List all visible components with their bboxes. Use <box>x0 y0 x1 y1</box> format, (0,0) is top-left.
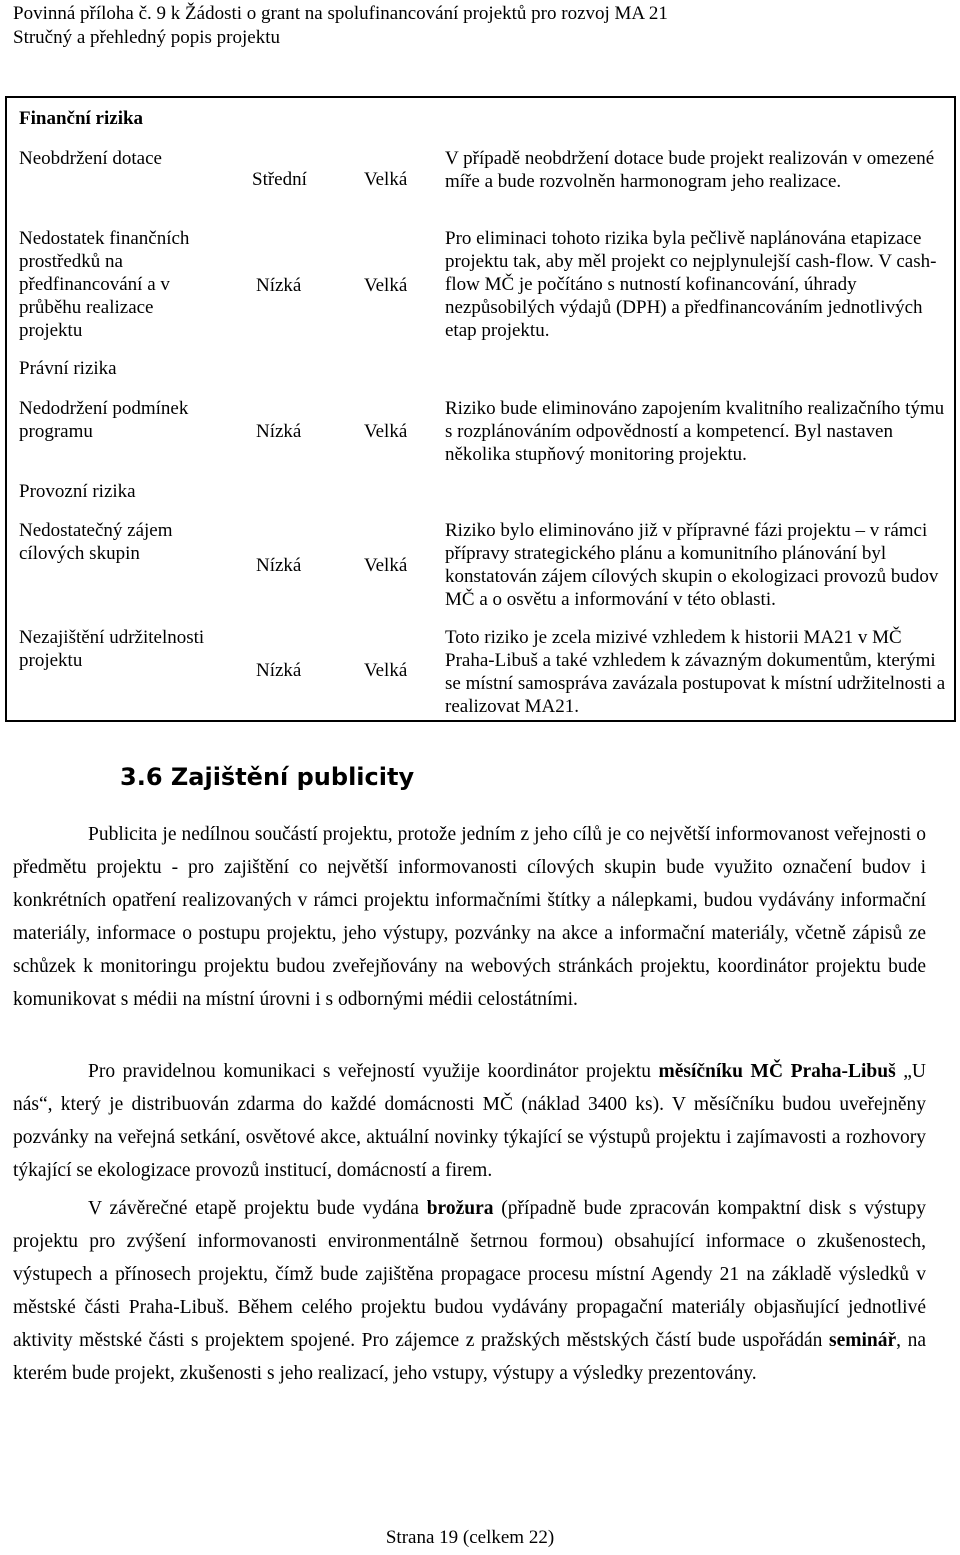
paragraph-newsletter <box>13 1055 926 1187</box>
newsletter-name: měsíčníku MČ Praha-Libuš <box>658 1061 896 1082</box>
risk-name: Nedodržení podmínek programu <box>19 398 189 442</box>
risk-measure: V případě neobdržení dotace bude projekt realizován v omezené míře a bude rozvolněn harmonogram jeho realizace. <box>445 148 935 192</box>
risk-measure: Pro eliminaci tohoto rizika byla pečlivě naplánována etapizace projektu tak, aby měl projekt co nejplynulejší cash-flow. V cash-flow MČ je počítáno s nutností kofinancování, úhrady nezpůsobilých výdajů (DPH) a předfinancováním jednotlivých etap projektu. <box>445 228 937 341</box>
paragraph-text: , na kterém bude projekt, zkušenosti s jeho realizací, jeho vstupy, výstupy a výsledky prezentovány. <box>13 1330 926 1384</box>
risk-impact: Velká <box>364 421 408 442</box>
risk-name: Nedostatečný zájem cílových skupin <box>19 520 173 564</box>
paragraph-text: „U nás“, který je distribuován zdarma do každé domácnosti MČ (náklad 3400 ks). V měsíčníku budou uveřejněny pozvánky na veřejná setkání, osvětové akce, aktuální novinky týkající se výstupů projektu i zajímavosti a rozhovory týkající se ekologizace provozů institucí, domácností a firem. <box>13 1061 926 1181</box>
risk-probability: Nízká <box>256 555 302 576</box>
header-line-1: Povinná příloha č. 9 k Žádosti o grant na spolufinancování projektů pro rozvoj MA 21 <box>13 3 668 24</box>
section-heading: 3.6 Zajištění publicity <box>120 763 415 791</box>
paragraph-text: Pro pravidelnou komunikaci s veřejností využije koordinátor projektu <box>88 1061 659 1082</box>
category-legal: Právní rizika <box>19 358 117 379</box>
risk-probability: Nízká <box>256 421 302 442</box>
category-operational: Provozní rizika <box>19 481 136 502</box>
risk-name: Neobdržení dotace <box>19 148 162 169</box>
seminar-term: seminář <box>828 1330 897 1351</box>
paragraph-text: V závěrečné etapě projektu bude vydána <box>88 1198 427 1219</box>
paragraph-brochure <box>13 1192 926 1390</box>
paragraph-text: (případně bude zpracován kompaktní disk s výstupy projektu pro zvýšení informovanosti environmentálně šetrnou formou) obsahující informace o zkušenostech, výstupech a přínosech projektu, čímž bude zajištěna propagace procesu místní Agendy 21 na základě výsledků v městské části Praha-Libuš. Během celého projektu budou vydávány propagační materiály objasňující jednotlivé aktivity městské části s projektem spojené. Pro zájemce z pražských městských částí bude uspořádán <box>13 1198 926 1351</box>
risk-table <box>5 96 956 722</box>
risk-probability: Nízká <box>256 275 302 296</box>
risk-name: Nezajištění udržitelnosti projektu <box>19 627 205 671</box>
risk-impact: Velká <box>364 275 408 296</box>
risk-measure: Riziko bylo eliminováno již v přípravné fázi projektu – v rámci přípravy strategického plánu a komunitního plánování byl konstatován zájem cílových skupin o ekologizaci provozů budov MČ a o osvětu a informování v této oblasti. <box>445 520 939 610</box>
brochure-term: brožura <box>426 1198 494 1219</box>
risk-impact: Velká <box>364 169 408 190</box>
category-financial: Finanční rizika <box>19 108 144 129</box>
risk-impact: Velká <box>364 555 408 576</box>
header-line-2: Stručný a přehledný popis projektu <box>13 27 281 48</box>
risk-probability: Střední <box>252 169 307 190</box>
risk-measure: Toto riziko je zcela mizivé vzhledem k historii MA21 v MČ Praha-Libuš a také vzhledem k závazným dokumentům, kterými se místní samospráva zavázala postupovat k místní udržitelnosti a realizovat MA21. <box>445 627 946 717</box>
risk-impact: Velká <box>364 660 408 681</box>
page-footer: Strana 19 (celkem 22) <box>385 1527 555 1548</box>
paragraph-publicity: Publicita je nedílnou součástí projektu, protože jedním z jeho cílů je co největší informovanost veřejnosti o předmětu projektu - pro zajištění co největší informovanosti cílových skupin bude využito označení budov i konkrétních opatření realizovaných v rámci projektu informačními štítky a nálepkami, budou vydávány informační materiály, informace o postupu projektu, jeho výstupy, pozvánky na akce a informační materiály, včetně zápisů ze schůzek k monitoringu projektu budou zveřejňovány na webových stránkách projektu, koordinátor projektu bude komunikovat s médii na místní úrovni i s odbornými médii celostátními. <box>13 824 926 1010</box>
risk-measure: Riziko bude eliminováno zapojením kvalitního realizačního týmu s rozplánováním odpovědností a kompetencí. Byl nastaven několika stupňový monitoring projektu. <box>445 398 945 465</box>
risk-name: Nedostatek finančních prostředků na předfinancování a v průběhu realizace projektu <box>19 228 190 341</box>
risk-probability: Nízká <box>256 660 302 681</box>
page-header <box>13 2 668 50</box>
